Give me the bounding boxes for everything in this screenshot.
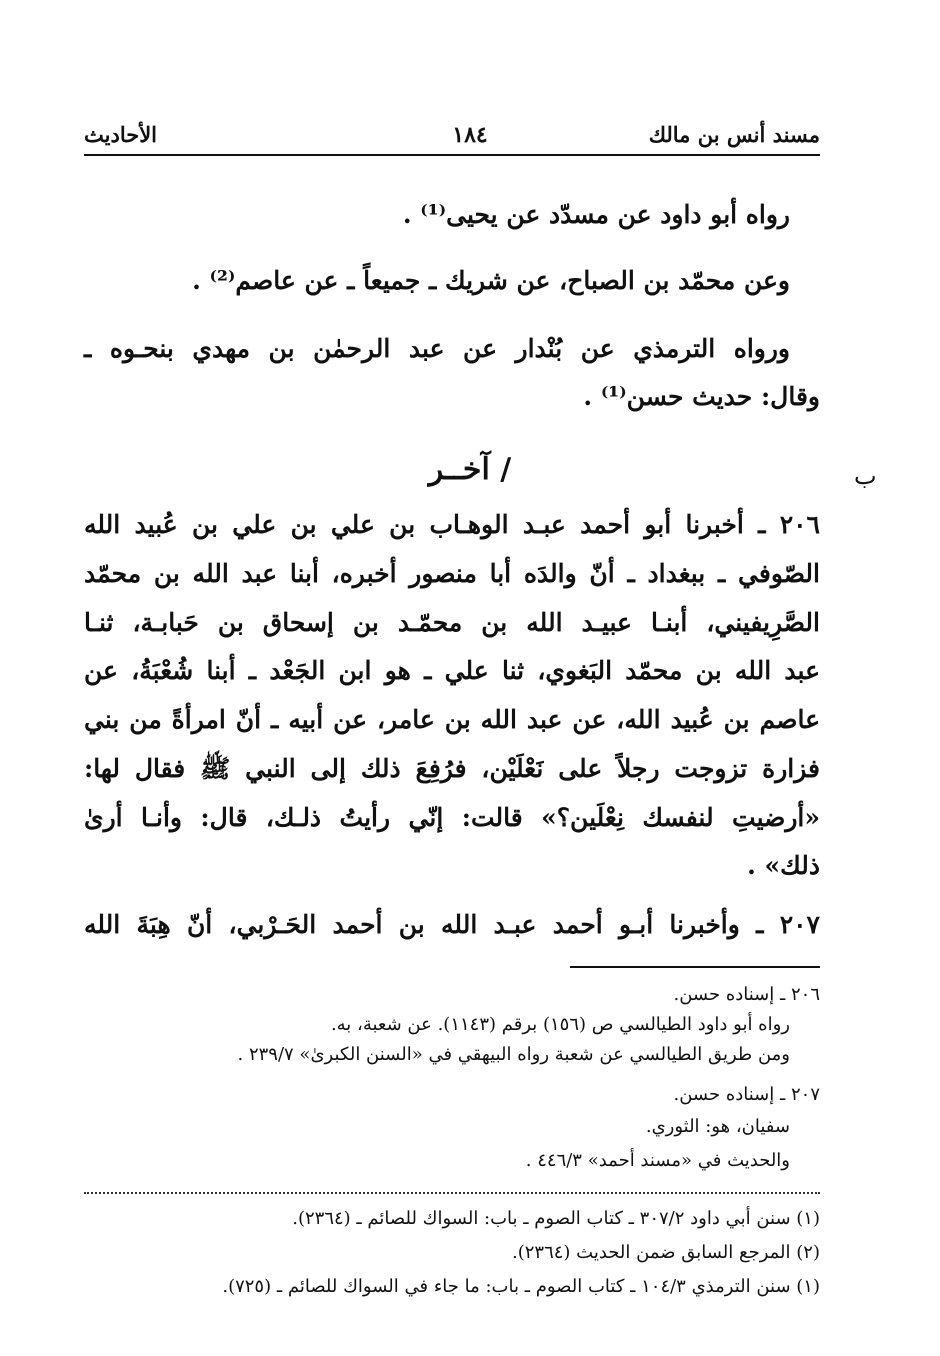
hadith-206-line: عاصم بن عُبيد الله، عن عبد الله بن عامر، عن أبيه ـ أنّ امرأةً من بني xyxy=(84,705,820,734)
body-line-3: ورواه الترمذي عن بُنْدار عن عبد الرحمٰن بن مهدي بنحـوه ـ xyxy=(84,334,790,363)
hadith-206-line: عبد الله بن محمّد البَغوي، ثنا علي ـ هو ابن الجَعْد ـ أبنا شُعْبَةُ، عن xyxy=(84,656,820,685)
hadith-206-line: ذلك» . xyxy=(747,851,820,880)
footnote-line: رواه أبو داود الطيالسي ص (١٥٦) برقم (١١٤٣). عن شعبة، به. xyxy=(330,1014,790,1035)
hadith-207-line: ٢٠٧ ـ وأخبرنا أبـو أحمد عبـد الله بن أحمد الحَـرْبي، أنّ هِبَةَ الله xyxy=(84,910,820,939)
body-line-1: رواه أبو داود عن مسدّد عن يحيى⁽¹⁾ . xyxy=(402,200,790,229)
section-title: / آخــر xyxy=(428,452,512,487)
header-rule xyxy=(84,154,820,156)
page-number: ١٨٤ xyxy=(452,122,488,148)
footnote-line: ٢٠٦ ـ إسناده حسن. xyxy=(673,984,820,1005)
footnote-line: (١) سنن الترمذي ١٠٤/٣ ـ كتاب الصوم ـ باب: ما جاء في السواك للصائم ـ (٧٢٥). xyxy=(222,1276,820,1297)
hadith-206-line: فزارة تزوجت رجلاً على نَعْلَيْن، فرُفِعَ ذلك إلى النبي ﷺ فقال لها: xyxy=(84,754,820,783)
running-header-book-title: مسند أنس بن مالك xyxy=(648,122,820,147)
body-line-2: وعن محمّد بن الصباح، عن شريك ـ جميعاً ـ عن عاصم⁽²⁾ . xyxy=(192,266,790,295)
footnote-line: (١) سنن أبي داود ٣٠٧/٢ ـ كتاب الصوم ـ باب: السواك للصائم ـ (٢٣٦٤). xyxy=(292,1208,820,1229)
hadith-206-line: الصَّرِيفيني، أبنـا عبيـد الله بن محمّـد بن إسحاق بن حَبابـة، ثنـا xyxy=(84,608,820,637)
running-header-section: الأحاديث xyxy=(84,122,158,147)
footnote-line: ومن طريق الطيالسي عن شعبة رواه البيهقي في «السنن الكبرىٰ» ٢٣٩/٧ . xyxy=(237,1044,790,1065)
footnote-line: والحديث في «مسند أحمد» ٤٤٦/٣ . xyxy=(525,1150,790,1171)
margin-mark: ب xyxy=(854,462,877,490)
footnote-dotted-separator xyxy=(84,1192,820,1194)
body-line-4: وقال: حديث حسن⁽¹⁾ . xyxy=(583,382,820,411)
hadith-206-line: ٢٠٦ ـ أخبرنا أبو أحمد عبـد الوهـاب بن علي بن علي بن عُبيد الله xyxy=(84,510,820,539)
footnote-line: ٢٠٧ ـ إسناده حسن. xyxy=(673,1084,820,1105)
hadith-206-line: «أرضيتِ لنفسك نِعْلَين؟» قالت: إنّي رأيتُ ذلـك، قال: وأنـا أرىٰ xyxy=(84,803,820,832)
footnote-line: (٢) المرجع السابق ضمن الحديث (٢٣٦٤). xyxy=(512,1242,820,1263)
hadith-206-line: الصّوفي ـ ببغداد ـ أنّ والدَه أبا منصور أخبره، أبنا عبد الله بن محمّد xyxy=(84,559,820,588)
footnote-line: سفيان، هو: الثوري. xyxy=(645,1116,790,1137)
footnote-rule xyxy=(570,966,820,968)
